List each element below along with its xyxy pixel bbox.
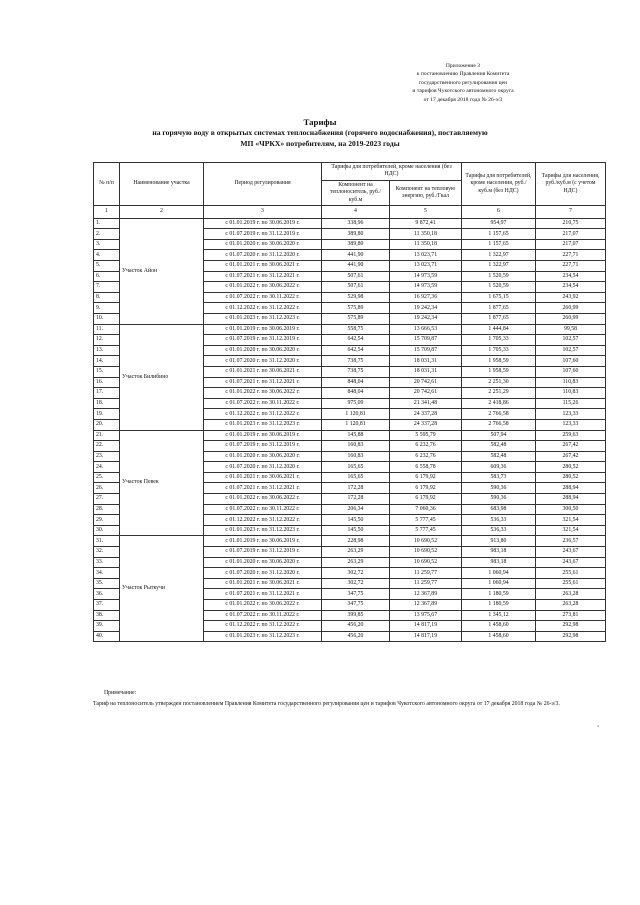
period-cell: с 01.12.2022 г. по 31.12.2022 г.	[204, 621, 322, 632]
period-cell: с 01.01.2022 г. по 30.06.2022 г.	[204, 388, 322, 399]
energy-value: 12 367,89	[390, 589, 462, 600]
carrier-value: 441,90	[322, 250, 390, 261]
tariff-vat-value: 236,57	[536, 536, 606, 547]
appendix-line: к постановлению Правления Комитета	[416, 71, 510, 78]
energy-value: 11 350,18	[390, 239, 462, 250]
header-period: Период регулирования	[204, 163, 322, 206]
row-number: 5.	[94, 261, 120, 272]
period-cell: с 01.12.2022 г. по 31.12.2022 г.	[204, 409, 322, 420]
tariff-vat-value: 102,57	[536, 335, 606, 346]
column-number-row	[94, 206, 606, 219]
energy-value: 11 259,77	[390, 578, 462, 589]
carrier-value: 165,65	[322, 462, 390, 473]
energy-value: 20 742,61	[390, 377, 462, 388]
period-cell: с 01.01.2019 г. по 30.06.2019 г.	[204, 536, 322, 547]
energy-value: 13 975,67	[390, 610, 462, 621]
header-tariff-vat: Тарифы для населения, руб./куб.м (с учетом НДС)	[536, 163, 606, 206]
tariff-vat-value: 292,98	[536, 621, 606, 632]
period-cell: с 01.07.2022 г. по 30.11.2022 г.	[204, 504, 322, 515]
row-number: 28.	[94, 504, 120, 515]
tariff-vat-value: 255,61	[536, 578, 606, 589]
carrier-value: 848,04	[322, 377, 390, 388]
period-cell: с 01.01.2020 г. по 30.06.2020 г.	[204, 239, 322, 250]
carrier-value: 456,20	[322, 621, 390, 632]
tariff-no-vat-value: 1 157,65	[462, 239, 536, 250]
tariff-vat-value: 110,83	[536, 388, 606, 399]
row-number: 1.	[94, 218, 120, 229]
tariff-no-vat-value: 2 766,58	[462, 409, 536, 420]
period-cell: с 01.01.2020 г. по 30.06.2020 г.	[204, 345, 322, 356]
period-cell: с 01.07.2019 г. по 31.12.2019 г.	[204, 547, 322, 558]
tariff-vat-value: 292,98	[536, 631, 606, 642]
tariff-no-vat-value: 2 251,29	[462, 388, 536, 399]
row-number: 32.	[94, 547, 120, 558]
energy-value: 15 709,87	[390, 345, 462, 356]
tariff-no-vat-value: 507,94	[462, 430, 536, 441]
carrier-value: 145,88	[322, 430, 390, 441]
row-number: 40.	[94, 631, 120, 642]
tariff-vat-value: 99,58	[536, 324, 606, 335]
tariffs-table	[93, 162, 606, 642]
col-number: 4	[322, 206, 390, 219]
energy-value: 12 367,89	[390, 600, 462, 611]
row-number: 10.	[94, 313, 120, 324]
carrier-value: 738,75	[322, 366, 390, 377]
carrier-value: 1 120,81	[322, 409, 390, 420]
tariff-vat-value: 273,81	[536, 610, 606, 621]
table-row	[94, 430, 606, 441]
tariff-no-vat-value: 1 322,97	[462, 250, 536, 261]
header-energy: Компонент на тепловую энергию, руб./Гкал	[390, 180, 462, 205]
tariff-no-vat-value: 536,33	[462, 525, 536, 536]
tariff-vat-value: 321,54	[536, 525, 606, 536]
period-cell: с 01.01.2023 г. по 31.12.2023 г.	[204, 631, 322, 642]
energy-value: 6 179,92	[390, 494, 462, 505]
tariff-no-vat-value: 1 345,12	[462, 610, 536, 621]
row-number: 19.	[94, 409, 120, 420]
period-cell: с 01.01.2020 г. по 30.06.2020 г.	[204, 451, 322, 462]
period-cell: с 01.07.2020 г. по 31.12.2020 г.	[204, 356, 322, 367]
energy-value: 24 337,28	[390, 409, 462, 420]
energy-value: 14 973,59	[390, 271, 462, 282]
tariff-no-vat-value: 1 060,94	[462, 568, 536, 579]
header-carrier: Компонент на теплоноситель, руб./куб.м	[322, 180, 390, 205]
energy-value: 24 337,28	[390, 419, 462, 430]
energy-value: 9 872,41	[390, 218, 462, 229]
energy-value: 10 690,52	[390, 536, 462, 547]
carrier-value: 172,28	[322, 494, 390, 505]
period-cell: с 01.07.2020 г. по 31.12.2020 г.	[204, 250, 322, 261]
appendix-line: и тарифов Чукотского автономного округа	[412, 88, 514, 95]
tariff-no-vat-value: 1 180,59	[462, 589, 536, 600]
tariff-no-vat-value: 1 705,33	[462, 345, 536, 356]
row-number: 26.	[94, 483, 120, 494]
row-number: 6.	[94, 271, 120, 282]
carrier-value: 263,29	[322, 547, 390, 558]
tariff-no-vat-value: 2 766,58	[462, 419, 536, 430]
tariff-no-vat-value: 1 458,60	[462, 621, 536, 632]
carrier-value: 642,54	[322, 345, 390, 356]
row-number: 15.	[94, 366, 120, 377]
carrier-value: 347,75	[322, 600, 390, 611]
period-cell: с 01.01.2021 г. по 30.06.2021 г.	[204, 472, 322, 483]
tariff-vat-value: 288,94	[536, 494, 606, 505]
energy-value: 11 350,18	[390, 229, 462, 240]
tariff-vat-value: 263,28	[536, 589, 606, 600]
period-cell: с 01.01.2019 г. по 30.06.2019 г.	[204, 324, 322, 335]
row-number: 16.	[94, 377, 120, 388]
tariff-vat-value: 227,71	[536, 261, 606, 272]
tariff-no-vat-value: 1 520,59	[462, 282, 536, 293]
energy-value: 5 595,79	[390, 430, 462, 441]
tariff-no-vat-value: 1 458,60	[462, 631, 536, 642]
tariff-vat-value: 243,67	[536, 557, 606, 568]
period-cell: с 01.07.2019 г. по 31.12.2019 г.	[204, 229, 322, 240]
energy-value: 14 973,59	[390, 282, 462, 293]
tariff-vat-value: 107,60	[536, 366, 606, 377]
row-number: 36.	[94, 589, 120, 600]
col-number: 1	[94, 206, 120, 219]
period-cell: с 01.07.2020 г. по 31.12.2020 г.	[204, 568, 322, 579]
row-number: 24.	[94, 462, 120, 473]
row-number: 11.	[94, 324, 120, 335]
energy-value: 21 341,48	[390, 398, 462, 409]
carrier-value: 389,80	[322, 239, 390, 250]
tariff-no-vat-value: 683,98	[462, 504, 536, 515]
period-cell: с 01.07.2022 г. по 30.11.2022 г.	[204, 398, 322, 409]
appendix-line: от 17 декабря 2018 года № 26-э/3	[423, 96, 503, 103]
tariff-no-vat-value: 590,36	[462, 483, 536, 494]
tariff-no-vat-value: 590,36	[462, 494, 536, 505]
row-number: 14.	[94, 356, 120, 367]
area-cell: Участок Айон	[120, 218, 204, 324]
period-cell: с 01.01.2019 г. по 30.06.2019 г.	[204, 218, 322, 229]
tariff-vat-value: 243,92	[536, 292, 606, 303]
carrier-value: 160,83	[322, 441, 390, 452]
energy-value: 6 179,92	[390, 483, 462, 494]
carrier-value: 975,09	[322, 398, 390, 409]
note-heading: Примечание:	[104, 690, 137, 696]
table-row	[94, 218, 606, 229]
area-cell: Участок Рыткучи	[120, 536, 204, 642]
col-number: 3	[204, 206, 322, 219]
row-number: 34.	[94, 568, 120, 579]
tariff-vat-value: 267,42	[536, 451, 606, 462]
tariff-vat-value: 280,52	[536, 462, 606, 473]
carrier-value: 263,29	[322, 557, 390, 568]
row-number: 3.	[94, 239, 120, 250]
tariff-vat-value: 243,67	[536, 547, 606, 558]
energy-value: 14 817,19	[390, 621, 462, 632]
carrier-value: 165,65	[322, 472, 390, 483]
tariff-vat-value: 321,54	[536, 515, 606, 526]
energy-value: 15 709,87	[390, 335, 462, 346]
row-number: 21.	[94, 430, 120, 441]
tariff-no-vat-value: 2 251,30	[462, 377, 536, 388]
tariff-vat-value: 280,52	[536, 472, 606, 483]
tariff-no-vat-value: 1 675,15	[462, 292, 536, 303]
period-cell: с 01.01.2023 г. по 31.12.2023 г.	[204, 313, 322, 324]
tariff-vat-value: 260,99	[536, 313, 606, 324]
tariff-vat-value: 255,61	[536, 568, 606, 579]
tariff-vat-value: 123,33	[536, 419, 606, 430]
header-area: Наименование участка	[120, 163, 204, 206]
energy-value: 10 690,52	[390, 547, 462, 558]
tariff-vat-value: 234,54	[536, 282, 606, 293]
tariff-no-vat-value: 1 877,65	[462, 313, 536, 324]
energy-value: 5 777,45	[390, 515, 462, 526]
row-number: 18.	[94, 398, 120, 409]
carrier-value: 206,34	[322, 504, 390, 515]
tariff-vat-value: 288,94	[536, 483, 606, 494]
period-cell: с 01.12.2022 г. по 31.12.2022 г.	[204, 515, 322, 526]
carrier-value: 441,90	[322, 261, 390, 272]
row-number: 4.	[94, 250, 120, 261]
period-cell: с 01.07.2021 г. по 31.12.2021 г.	[204, 377, 322, 388]
document-subtitle: на горячую воду в открытых системах теплоснабжения (горячего водоснабжения), поставляемую	[152, 128, 488, 137]
period-cell: с 01.07.2019 г. по 31.12.2019 г.	[204, 441, 322, 452]
period-cell: с 01.12.2022 г. по 31.12.2022 г.	[204, 303, 322, 314]
period-cell: с 01.01.2023 г. по 31.12.2023 г.	[204, 525, 322, 536]
row-number: 25.	[94, 472, 120, 483]
tariff-vat-value: 217,07	[536, 229, 606, 240]
row-number: 27.	[94, 494, 120, 505]
note-text: Тариф на теплоноситель утвержден постановлением Правления Комитета государственного регулирования цен и тарифов Чукотского автономного округа от 17 декабря 2018 года № 26-э/3.	[93, 701, 560, 707]
period-cell: с 01.07.2021 г. по 31.12.2021 г.	[204, 483, 322, 494]
energy-value: 14 817,19	[390, 631, 462, 642]
carrier-value: 338,96	[322, 218, 390, 229]
tariff-vat-value: 260,99	[536, 303, 606, 314]
energy-value: 20 742,61	[390, 388, 462, 399]
table-row	[94, 324, 606, 335]
tariff-vat-value: 210,75	[536, 218, 606, 229]
tariff-vat-value: 234,54	[536, 271, 606, 282]
carrier-value: 642,54	[322, 335, 390, 346]
tariff-no-vat-value: 1 180,59	[462, 600, 536, 611]
tariff-no-vat-value: 983,18	[462, 547, 536, 558]
tariff-no-vat-value: 1 322,97	[462, 261, 536, 272]
appendix-line: государственного регулирования цен	[418, 79, 508, 86]
period-cell: с 01.01.2021 г. по 30.06.2021 г.	[204, 366, 322, 377]
tariff-no-vat-value: 1 060,94	[462, 578, 536, 589]
period-cell: с 01.01.2022 г. по 30.06.2022 г.	[204, 282, 322, 293]
area-cell: Участок Билибино	[120, 324, 204, 430]
row-number: 17.	[94, 388, 120, 399]
energy-value: 11 259,77	[390, 568, 462, 579]
energy-value: 6 232,76	[390, 441, 462, 452]
tariff-no-vat-value: 1 520,59	[462, 271, 536, 282]
col-number: 2	[120, 206, 204, 219]
period-cell: с 01.01.2020 г. по 30.06.2020 г.	[204, 557, 322, 568]
tariff-vat-value: 102,57	[536, 345, 606, 356]
col-number: 7	[536, 206, 606, 219]
row-number: 12.	[94, 335, 120, 346]
col-number: 5	[390, 206, 462, 219]
energy-value: 6 232,76	[390, 451, 462, 462]
table-body	[94, 218, 606, 642]
energy-value: 5 777,45	[390, 525, 462, 536]
energy-value: 13 023,71	[390, 261, 462, 272]
row-number: 23.	[94, 451, 120, 462]
carrier-value: 1 120,81	[322, 419, 390, 430]
tariff-no-vat-value: 1 705,33	[462, 335, 536, 346]
carrier-value: 302,72	[322, 568, 390, 579]
tariff-vat-value: 107,60	[536, 356, 606, 367]
col-number: 6	[462, 206, 536, 219]
header-group: Тарифы для потребителей, кроме населения (без НДС)	[322, 163, 462, 181]
row-number: 35.	[94, 578, 120, 589]
carrier-value: 507,61	[322, 282, 390, 293]
tariff-vat-value: 217,07	[536, 239, 606, 250]
tariff-vat-value: 259,63	[536, 430, 606, 441]
row-number: 38.	[94, 610, 120, 621]
row-number: 31.	[94, 536, 120, 547]
period-cell: с 01.07.2021 г. по 31.12.2021 г.	[204, 589, 322, 600]
carrier-value: 347,75	[322, 589, 390, 600]
energy-value: 6 558,78	[390, 462, 462, 473]
carrier-value: 738,75	[322, 356, 390, 367]
carrier-value: 558,75	[322, 324, 390, 335]
tariff-no-vat-value: 582,48	[462, 451, 536, 462]
period-cell: с 01.07.2020 г. по 31.12.2020 г.	[204, 462, 322, 473]
energy-value: 19 242,34	[390, 313, 462, 324]
row-number: 2.	[94, 229, 120, 240]
tariff-no-vat-value: 583,73	[462, 472, 536, 483]
energy-value: 10 690,52	[390, 557, 462, 568]
tariff-no-vat-value: 582,48	[462, 441, 536, 452]
tariff-no-vat-value: 2 418,86	[462, 398, 536, 409]
row-number: 8.	[94, 292, 120, 303]
energy-value: 18 031,31	[390, 356, 462, 367]
tariff-vat-value: 123,33	[536, 409, 606, 420]
period-cell: с 01.01.2022 г. по 30.06.2022 г.	[204, 600, 322, 611]
tariff-no-vat-value: 954,97	[462, 218, 536, 229]
tariff-no-vat-value: 1 958,59	[462, 356, 536, 367]
table-row	[94, 536, 606, 547]
carrier-value: 145,50	[322, 525, 390, 536]
period-cell: с 01.07.2019 г. по 31.12.2019 г.	[204, 335, 322, 346]
page-mark: 4	[597, 724, 599, 728]
carrier-value: 399,85	[322, 610, 390, 621]
tariff-vat-value: 300,50	[536, 504, 606, 515]
carrier-value: 228,98	[322, 536, 390, 547]
area-cell: Участок Певек	[120, 430, 204, 536]
row-number: 22.	[94, 441, 120, 452]
carrier-value: 575,89	[322, 313, 390, 324]
carrier-value: 507,61	[322, 271, 390, 282]
tariff-no-vat-value: 1 877,65	[462, 303, 536, 314]
row-number: 33.	[94, 557, 120, 568]
energy-value: 6 179,92	[390, 472, 462, 483]
row-number: 39.	[94, 621, 120, 632]
period-cell: с 01.01.2021 г. по 30.06.2021 г.	[204, 578, 322, 589]
period-cell: с 01.01.2019 г. по 30.06.2019 г.	[204, 430, 322, 441]
energy-value: 19 242,34	[390, 303, 462, 314]
row-number: 30.	[94, 525, 120, 536]
appendix-line: Приложение 3	[445, 63, 481, 69]
carrier-value: 172,28	[322, 483, 390, 494]
carrier-value: 848,04	[322, 388, 390, 399]
row-number: 20.	[94, 419, 120, 430]
tariff-vat-value: 227,71	[536, 250, 606, 261]
header-tariff-no-vat: Тарифы для потребителей, кроме населения, руб./куб.м (без НДС)	[462, 163, 536, 206]
period-cell: с 01.07.2022 г. по 30.11.2022 г.	[204, 292, 322, 303]
tariff-no-vat-value: 1 958,59	[462, 366, 536, 377]
energy-value: 18 031,31	[390, 366, 462, 377]
appendix-header	[343, 62, 583, 104]
tariff-vat-value: 263,28	[536, 600, 606, 611]
tariff-vat-value: 110,83	[536, 377, 606, 388]
tariff-vat-value: 267,42	[536, 441, 606, 452]
period-cell: с 01.01.2022 г. по 30.06.2022 г.	[204, 494, 322, 505]
document-subtitle-2: МП «ЧРКХ» потребителям, на 2019-2023 годы	[240, 139, 400, 148]
tariff-vat-value: 115,26	[536, 398, 606, 409]
tariff-no-vat-value: 536,33	[462, 515, 536, 526]
tariff-no-vat-value: 1 444,84	[462, 324, 536, 335]
document-title: Тарифы	[303, 117, 337, 127]
table-header	[94, 163, 606, 219]
row-number: 13.	[94, 345, 120, 356]
row-number: 7.	[94, 282, 120, 293]
energy-value: 13 023,71	[390, 250, 462, 261]
row-number: 29.	[94, 515, 120, 526]
carrier-value: 302,72	[322, 578, 390, 589]
carrier-value: 389,80	[322, 229, 390, 240]
header-num: № п/п	[94, 163, 120, 206]
energy-value: 7 060,36	[390, 504, 462, 515]
energy-value: 13 666,53	[390, 324, 462, 335]
row-number: 37.	[94, 600, 120, 611]
tariff-no-vat-value: 983,18	[462, 557, 536, 568]
period-cell: с 01.07.2021 г. по 31.12.2021 г.	[204, 271, 322, 282]
period-cell: с 01.01.2021 г. по 30.06.2021 г.	[204, 261, 322, 272]
row-number: 9.	[94, 303, 120, 314]
carrier-value: 160,83	[322, 451, 390, 462]
carrier-value: 456,20	[322, 631, 390, 642]
tariff-no-vat-value: 913,80	[462, 536, 536, 547]
energy-value: 16 927,36	[390, 292, 462, 303]
carrier-value: 529,98	[322, 292, 390, 303]
tariff-no-vat-value: 609,36	[462, 462, 536, 473]
period-cell: с 01.07.2022 г. по 30.11.2022 г.	[204, 610, 322, 621]
carrier-value: 145,50	[322, 515, 390, 526]
tariff-no-vat-value: 1 157,65	[462, 229, 536, 240]
period-cell: с 01.01.2023 г. по 31.12.2023 г.	[204, 419, 322, 430]
carrier-value: 575,89	[322, 303, 390, 314]
